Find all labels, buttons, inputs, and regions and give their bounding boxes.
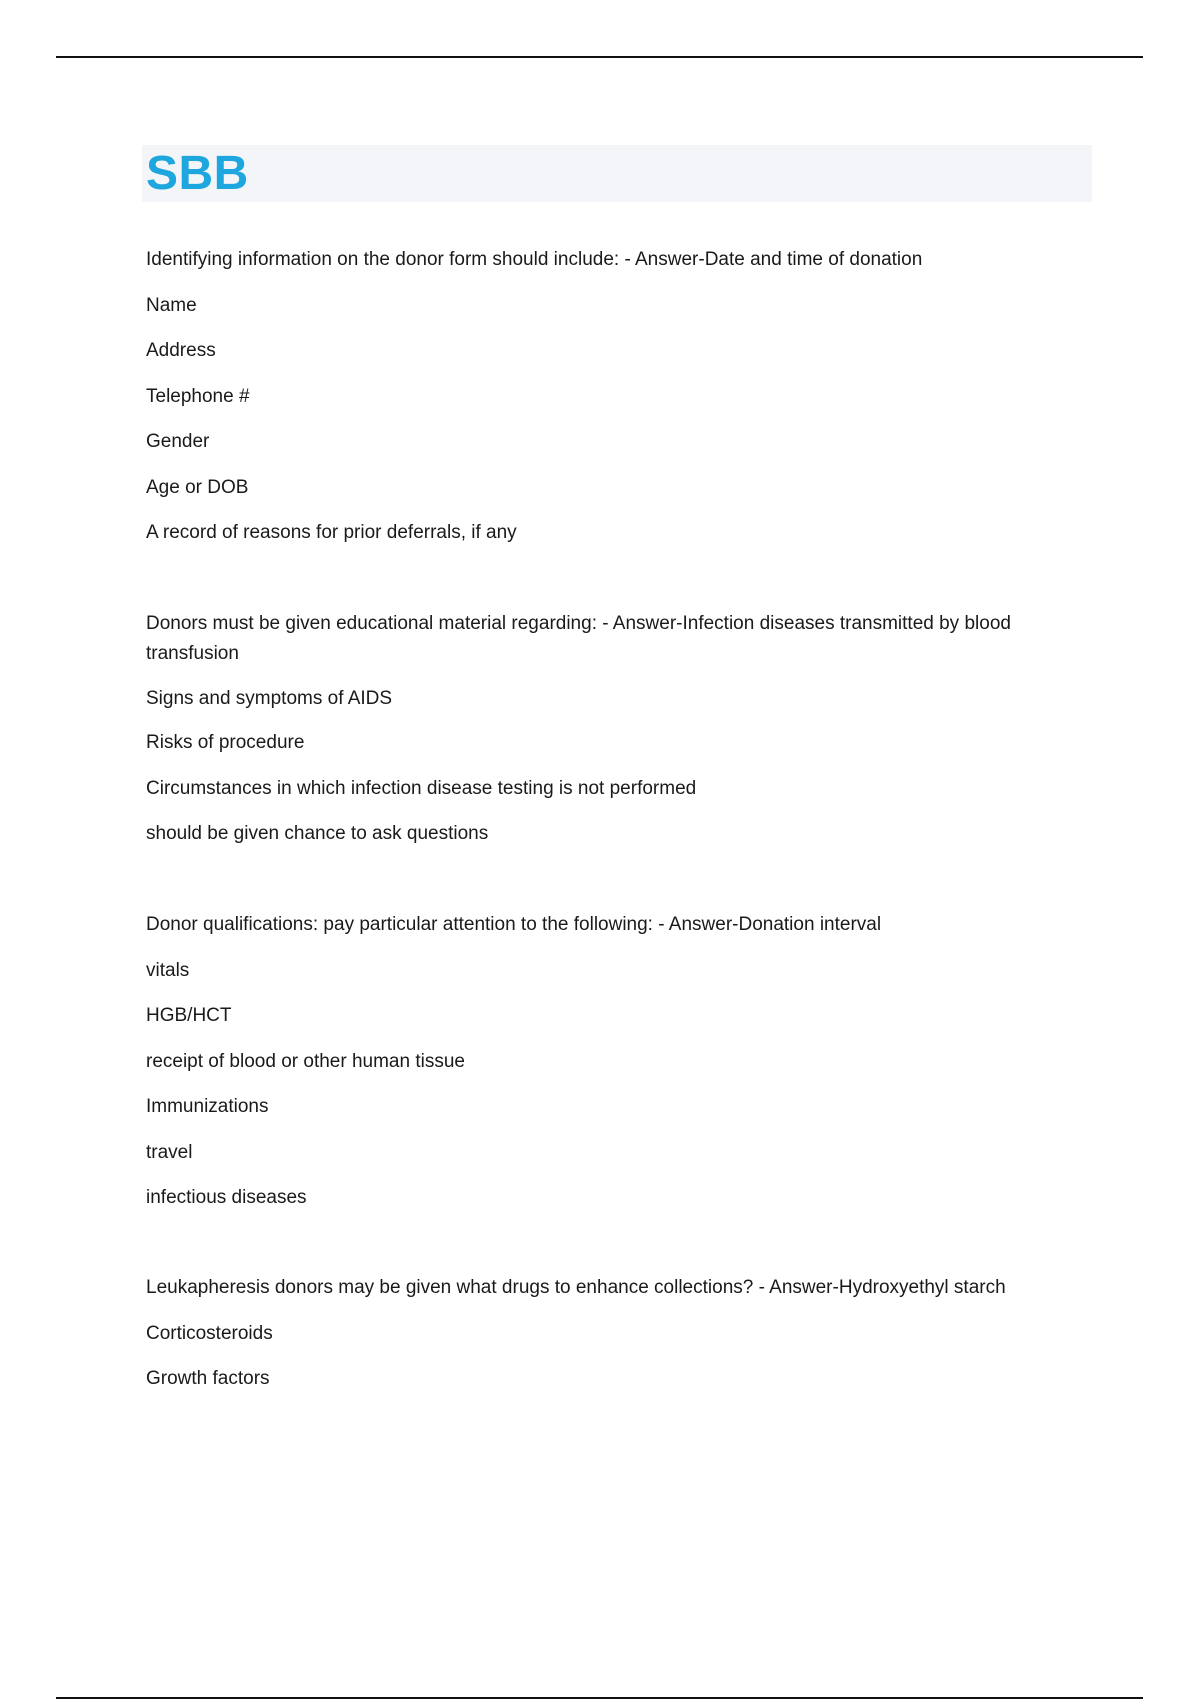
title-band [142,145,1092,202]
answer-item: HGB/HCT [146,1005,232,1026]
document-title: SBB [146,147,249,200]
answer-item: Circumstances in which infection disease testing is not performed [146,778,697,799]
answer-item: A record of reasons for prior deferrals, if any [146,522,517,543]
answer-item: infectious diseases [146,1187,307,1208]
answer-item: travel [146,1142,193,1163]
question-2: Donors must be given educational material regarding: - Answer-Infection diseases transmitted by blood transfusion [146,613,1011,664]
answer-item: should be given chance to ask questions [146,823,489,844]
answer-item: Risks of procedure [146,732,305,753]
answer-item: vitals [146,960,190,981]
answer-item: Growth factors [146,1368,270,1389]
answer-item: Address [146,340,216,361]
question-1: Identifying information on the donor form should include: - Answer-Date and time of donation [146,249,923,270]
answer-item: Name [146,295,197,316]
answer-item: Gender [146,431,210,452]
answer-item: receipt of blood or other human tissue [146,1051,465,1072]
answer-item: Telephone # [146,386,250,407]
bottom-rule [56,1697,1143,1699]
answer-item: Immunizations [146,1096,269,1117]
answer-item: Age or DOB [146,477,249,498]
question-4: Leukapheresis donors may be given what drugs to enhance collections? - Answer-Hydroxyethyl starch [146,1277,1006,1298]
answer-item: Signs and symptoms of AIDS [146,688,393,709]
question-3: Donor qualifications: pay particular attention to the following: - Answer-Donation interval [146,914,882,935]
top-rule [56,56,1143,58]
answer-item: Corticosteroids [146,1323,273,1344]
